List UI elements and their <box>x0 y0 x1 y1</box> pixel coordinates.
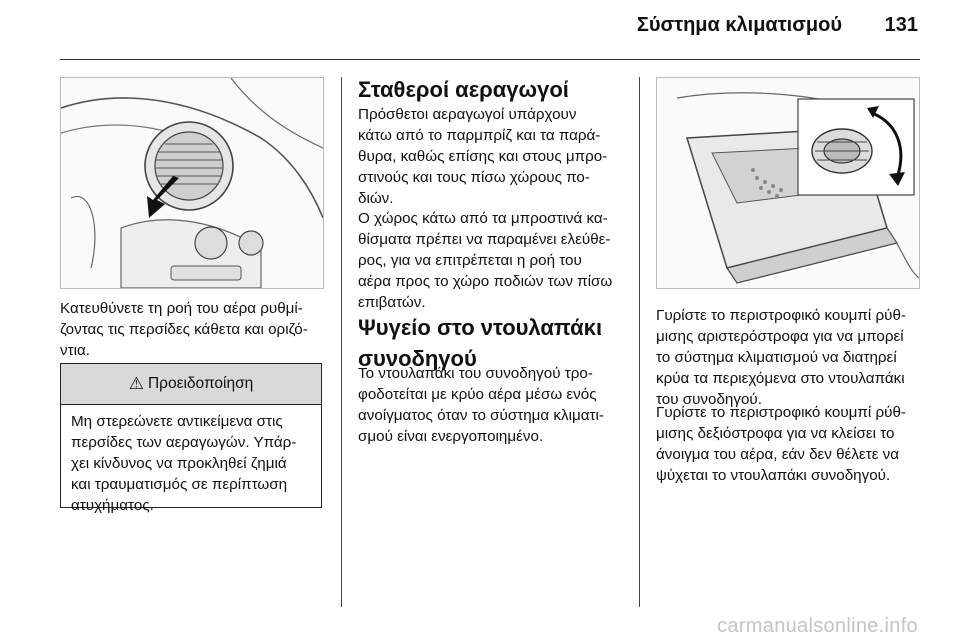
glovebox-illustration <box>656 77 920 289</box>
header-rule <box>60 59 920 60</box>
fixed-vents-paragraph-1: Πρόσθετοι αεραγωγοί υπάρχουν κάτω από το παρμπρίζ και τα παρά- θυρα, καθώς επίσης και στους μπρο- στινούς και τους πίσω χώρους πο- διών. <box>358 106 608 207</box>
air-vent-illustration <box>60 77 324 289</box>
warning-text: Μη στερεώνετε αντικείμενα στις περσίδες των αεραγωγών. Υπάρ- χει κίνδυνος να προκληθεί ζημιά και τραυματισμός σε περίπτωση ατυχήματος. <box>71 413 297 514</box>
column-divider-right <box>639 77 640 607</box>
warning-triangle-icon: ⚠ <box>128 374 144 393</box>
section-heading-fixed-vents: Σταθεροί αεραγωγοί <box>358 77 569 102</box>
watermark: carmanualsonline.info <box>717 615 918 637</box>
warning-title: Προειδοποίηση <box>147 375 254 392</box>
page-header-title: Σύστημα κλιματισμού <box>636 14 842 36</box>
section-heading-glovebox-cooler: Ψυγείο στο ντουλαπάκι συνοδηγού <box>358 315 603 371</box>
page-number: 131 <box>884 14 918 36</box>
column-divider-left <box>341 77 342 607</box>
glovebox-cooler-paragraph: Το ντουλαπάκι του συνοδηγού τρο- φοδοτείται με κρύο αέρα μέσω ενός ανοίγματος όταν το σύστημα κλιματι- σμού είναι ενεργοποιημένο. <box>358 365 604 445</box>
glovebox-cold-instruction: Γυρίστε το περιστροφικό κουμπί ρύθ- μισης αριστερόστροφα για να μπορεί το σύστημα κλιματισμού να διατηρεί κρύα τα περιεχόμενα στο ντουλαπάκι του συνοδηγού. <box>656 307 906 408</box>
warning-box <box>60 363 322 514</box>
fixed-vents-paragraph-2: Ο χώρος κάτω από τα μπροστινά κα- θίσματα πρέπει να παραμένει ελεύθε- ρος, για να επιτρέπεται η ροή του αέρα προς το χώρο ποδιών των πίσω επιβατών. <box>358 210 613 311</box>
glovebox-close-instruction: Γυρίστε το περιστροφικό κουμπί ρύθ- μισης δεξιόστροφα για να κλείσει το άνοιγμα του αέρα, εάν δεν θέλετε να ψύχεται το ντουλαπάκι συνοδηγού. <box>656 404 906 484</box>
vent-caption: Κατευθύνετε τη ροή του αέρα ρυθμί- ζοντας τις περσίδες κάθετα και οριζό- ντια. <box>60 300 308 359</box>
warning-header <box>61 364 321 405</box>
